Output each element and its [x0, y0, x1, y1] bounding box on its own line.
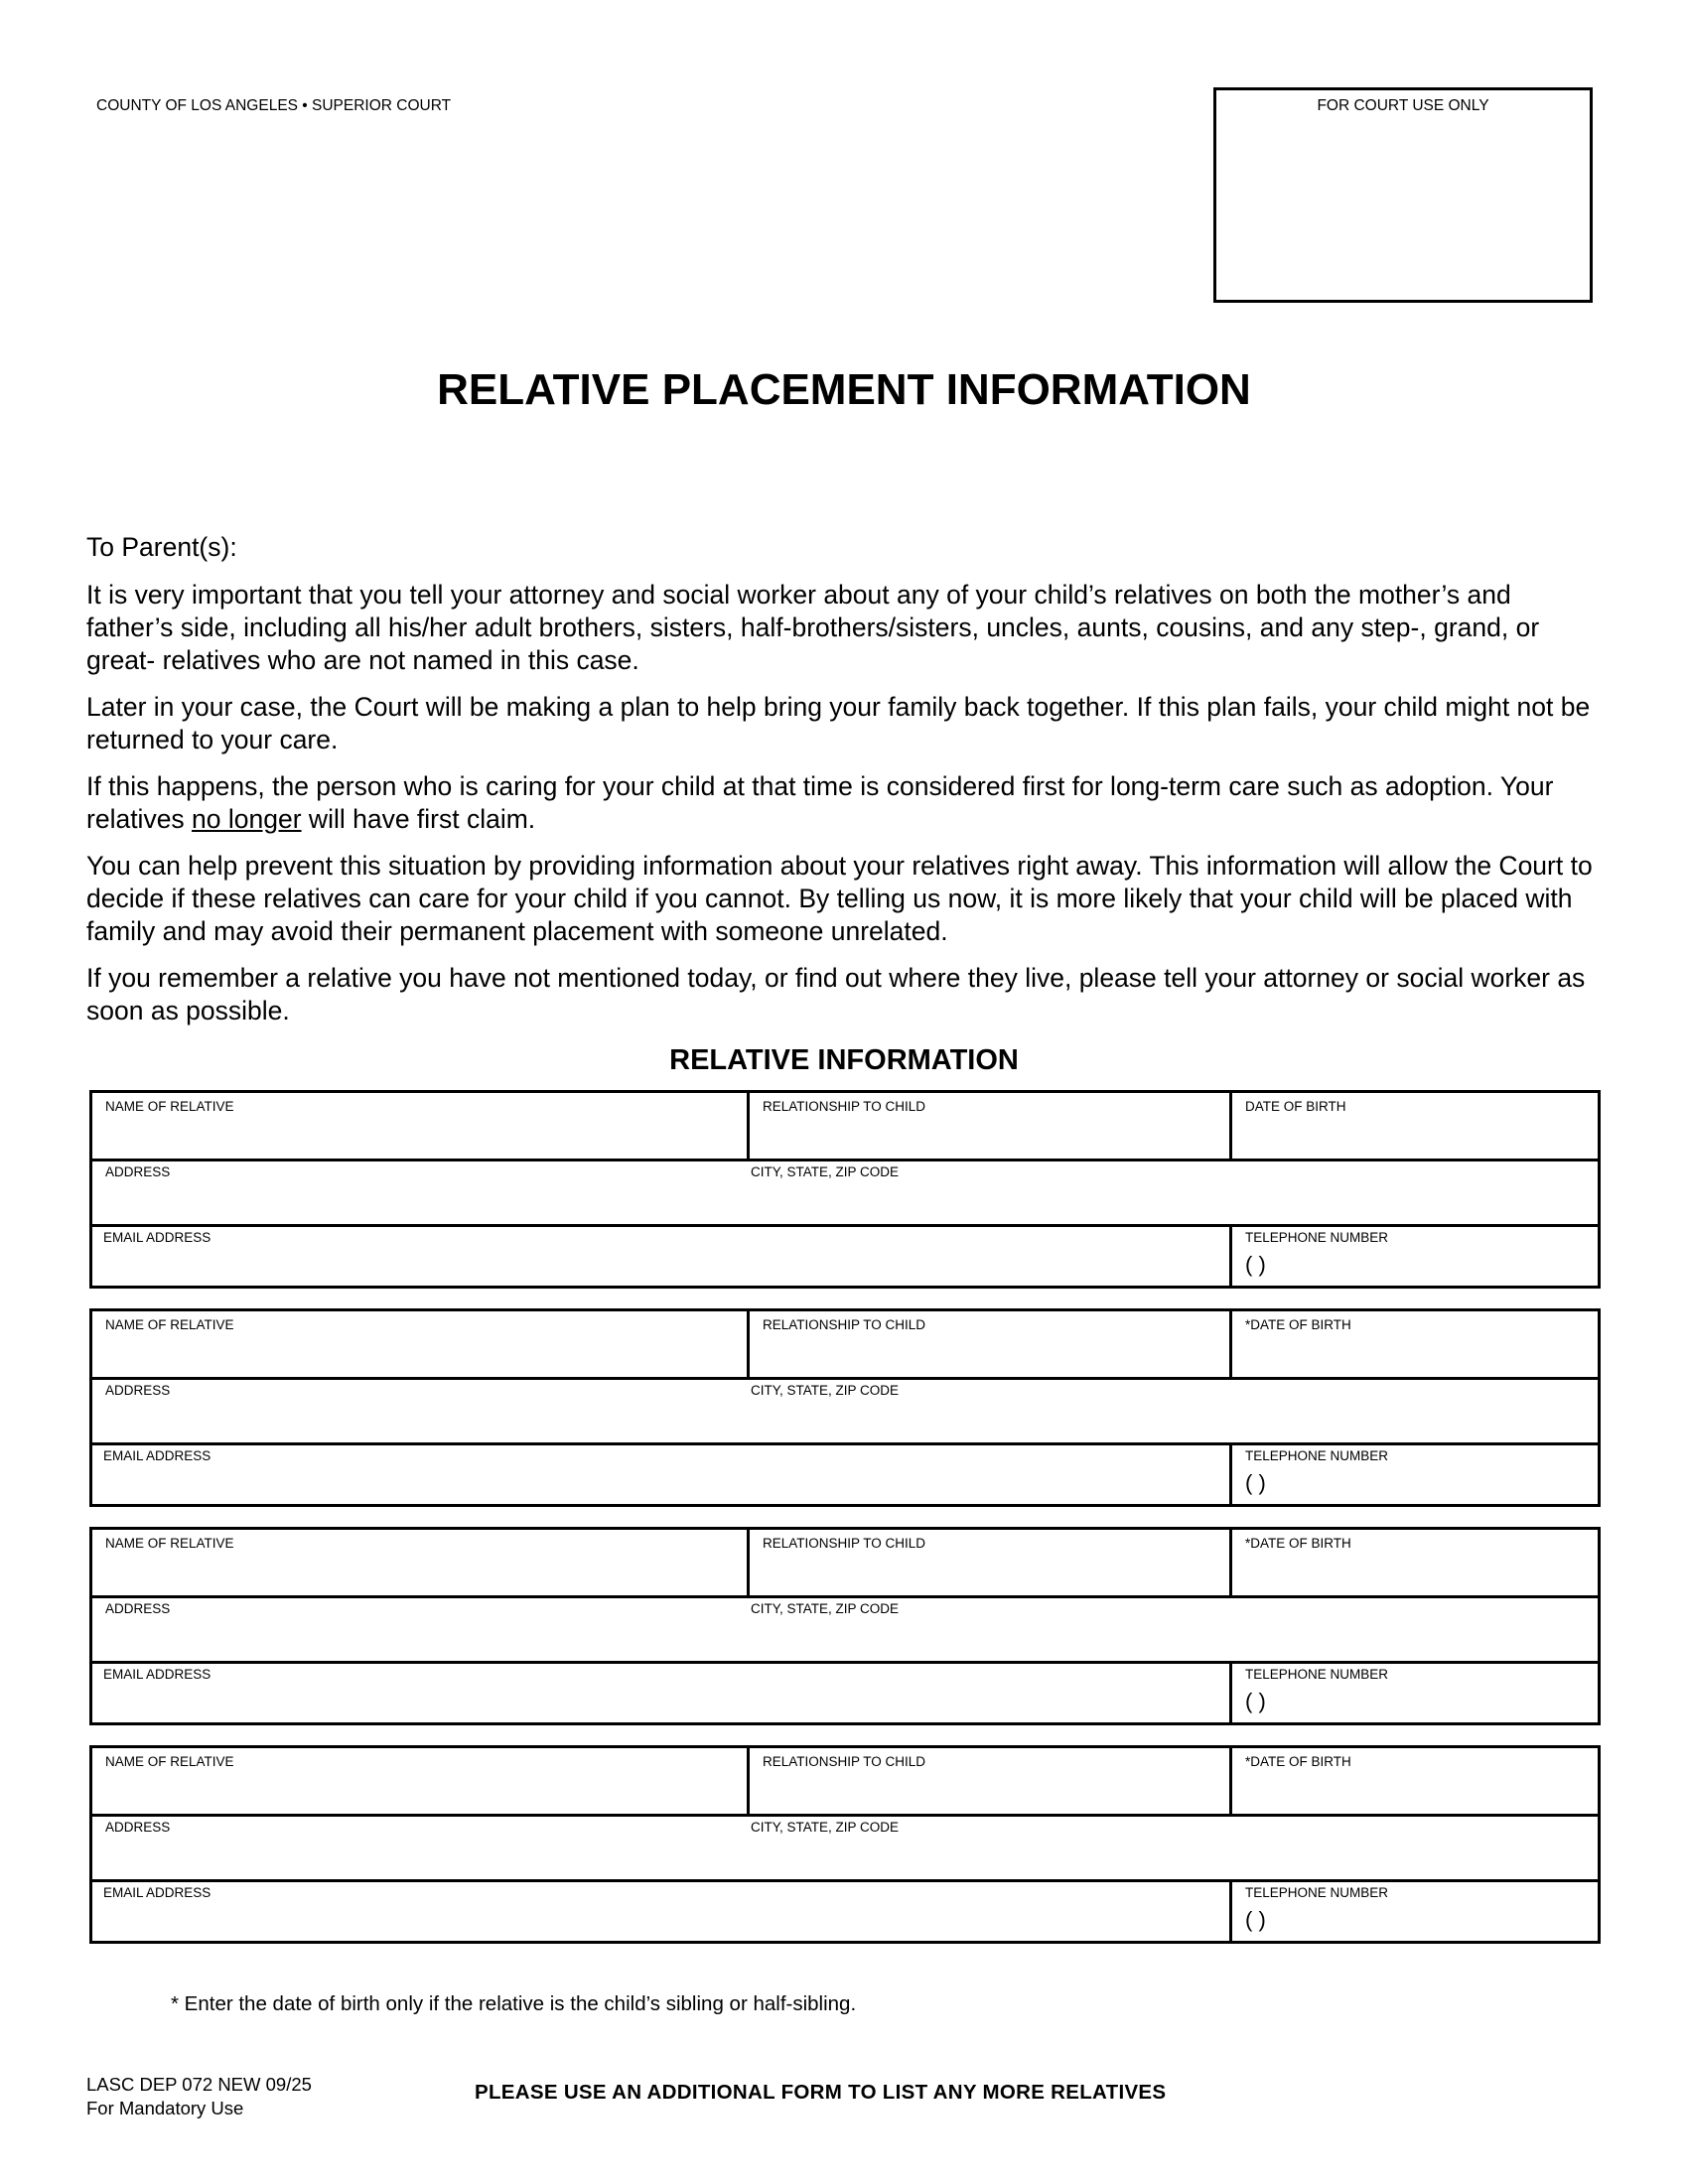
relative-row-contact	[92, 1224, 1598, 1286]
city-state-zip-field[interactable]	[748, 1377, 1598, 1442]
intro-paragraph-5: If you remember a relative you have not mentioned today, or find out where they live, please tell your attorney or social worker as soon as possible.	[86, 963, 1586, 1025]
relative-row-address	[92, 1377, 1598, 1445]
relative-row-identity	[92, 1093, 1598, 1161]
relationship-to-child-label: RELATIONSHIP TO CHILD	[763, 1536, 926, 1551]
city-state-zip-field[interactable]	[748, 1595, 1598, 1661]
relative-row-contact	[92, 1879, 1598, 1941]
intro-paragraph-3-end: will have first claim.	[301, 804, 536, 834]
area-code-parentheses: ( )	[1245, 1470, 1266, 1495]
name-of-relative-field[interactable]	[92, 1530, 750, 1595]
area-code-parentheses: ( )	[1245, 1907, 1266, 1932]
relationship-to-child-label: RELATIONSHIP TO CHILD	[763, 1754, 926, 1769]
intro-paragraph-3-start: If this happens, the person who is caring for your child at that time is considered first for long-term care such as adoption. Your relatives	[86, 771, 1554, 834]
name-of-relative-field[interactable]	[92, 1748, 750, 1814]
area-code-parentheses: ( )	[1245, 1252, 1266, 1277]
city-state-zip-field[interactable]	[748, 1159, 1598, 1224]
relative-block	[89, 1527, 1601, 1725]
address-field[interactable]	[92, 1377, 748, 1442]
address-field[interactable]	[92, 1159, 748, 1224]
name-of-relative-field[interactable]	[92, 1093, 750, 1159]
email-address-label: EMAIL ADDRESS	[103, 1230, 211, 1245]
relationship-to-child-field[interactable]	[750, 1311, 1232, 1377]
relative-block	[89, 1308, 1601, 1507]
telephone-number-label: TELEPHONE NUMBER	[1245, 1448, 1389, 1463]
area-code-parentheses: ( )	[1245, 1689, 1266, 1713]
email-address-field[interactable]	[92, 1442, 1232, 1504]
relationship-to-child-label: RELATIONSHIP TO CHILD	[763, 1099, 926, 1114]
date-of-birth-field[interactable]	[1232, 1530, 1598, 1595]
name-of-relative-field[interactable]	[92, 1311, 750, 1377]
relative-row-contact	[92, 1442, 1598, 1504]
address-field[interactable]	[92, 1595, 748, 1661]
salutation: To Parent(s):	[86, 532, 237, 562]
additional-form-note: PLEASE USE AN ADDITIONAL FORM TO LIST ANY MORE RELATIVES	[475, 2081, 1167, 2104]
city-state-zip-label: CITY, STATE, ZIP CODE	[751, 1601, 900, 1616]
relationship-to-child-field[interactable]	[750, 1748, 1232, 1814]
name-of-relative-label: NAME OF RELATIVE	[105, 1099, 234, 1114]
date-of-birth-field[interactable]	[1232, 1748, 1598, 1814]
relative-row-address	[92, 1814, 1598, 1882]
relative-row-address	[92, 1159, 1598, 1227]
name-of-relative-label: NAME OF RELATIVE	[105, 1536, 234, 1551]
court-name: COUNTY OF LOS ANGELES • SUPERIOR COURT	[96, 97, 452, 114]
name-of-relative-label: NAME OF RELATIVE	[105, 1317, 234, 1332]
relationship-to-child-label: RELATIONSHIP TO CHILD	[763, 1317, 926, 1332]
date-of-birth-field[interactable]	[1232, 1311, 1598, 1377]
court-use-box	[1213, 87, 1593, 303]
intro-paragraph-2: Later in your case, the Court will be making a plan to help bring your family back together. If this plan fails, your child might not be returned to your care.	[86, 692, 1591, 754]
court-use-label: FOR COURT USE ONLY	[1317, 97, 1489, 114]
intro-paragraph-3-underlined: no longer	[192, 804, 302, 834]
relative-block	[89, 1090, 1601, 1289]
city-state-zip-label: CITY, STATE, ZIP CODE	[751, 1383, 900, 1398]
address-field[interactable]	[92, 1814, 748, 1879]
telephone-number-field[interactable]	[1232, 1442, 1598, 1504]
intro-paragraph-3	[86, 770, 1601, 836]
relative-row-identity	[92, 1530, 1598, 1598]
email-address-field[interactable]	[92, 1224, 1232, 1286]
address-label: ADDRESS	[105, 1164, 171, 1179]
intro-text	[86, 531, 1601, 1041]
form-identifier	[86, 2073, 312, 2120]
dob-footnote: * Enter the date of birth only if the relative is the child’s sibling or half-sibling.	[171, 1992, 857, 2015]
intro-paragraph-1: It is very important that you tell your attorney and social worker about any of your child’s relatives on both the mother’s and father’s side, including all his/her adult brothers, sisters, half-brothers/sisters, uncles, aunts, cousins, and any step-, grand, or great- relatives who are not named in this case.	[86, 580, 1540, 675]
relationship-to-child-field[interactable]	[750, 1093, 1232, 1159]
address-label: ADDRESS	[105, 1820, 171, 1835]
relative-block	[89, 1745, 1601, 1944]
relative-row-identity	[92, 1311, 1598, 1380]
address-label: ADDRESS	[105, 1601, 171, 1616]
email-address-label: EMAIL ADDRESS	[103, 1885, 211, 1900]
relative-row-contact	[92, 1661, 1598, 1722]
page-title: RELATIVE PLACEMENT INFORMATION	[437, 365, 1251, 414]
date-of-birth-label: *DATE OF BIRTH	[1245, 1317, 1351, 1332]
email-address-label: EMAIL ADDRESS	[103, 1667, 211, 1682]
form-usage: For Mandatory Use	[86, 2098, 244, 2118]
email-address-field[interactable]	[92, 1661, 1232, 1722]
relative-row-identity	[92, 1748, 1598, 1817]
city-state-zip-field[interactable]	[748, 1814, 1598, 1879]
section-title: RELATIVE INFORMATION	[669, 1044, 1019, 1076]
telephone-number-label: TELEPHONE NUMBER	[1245, 1885, 1389, 1900]
date-of-birth-label: *DATE OF BIRTH	[1245, 1754, 1351, 1769]
date-of-birth-label: *DATE OF BIRTH	[1245, 1536, 1351, 1551]
telephone-number-label: TELEPHONE NUMBER	[1245, 1667, 1389, 1682]
intro-paragraph-4: You can help prevent this situation by providing information about your relatives right away. This information will allow the Court to decide if these relatives can care for your child if you cannot. By telling us now, it is more likely that your child will be placed with family and may avoid their permanent placement with someone unrelated.	[86, 851, 1593, 946]
email-address-field[interactable]	[92, 1879, 1232, 1941]
date-of-birth-label: DATE OF BIRTH	[1245, 1099, 1346, 1114]
city-state-zip-label: CITY, STATE, ZIP CODE	[751, 1820, 900, 1835]
form-number: LASC DEP 072 NEW 09/25	[86, 2074, 312, 2095]
email-address-label: EMAIL ADDRESS	[103, 1448, 211, 1463]
relationship-to-child-field[interactable]	[750, 1530, 1232, 1595]
date-of-birth-field[interactable]	[1232, 1093, 1598, 1159]
telephone-number-field[interactable]	[1232, 1661, 1598, 1722]
name-of-relative-label: NAME OF RELATIVE	[105, 1754, 234, 1769]
relative-row-address	[92, 1595, 1598, 1664]
telephone-number-label: TELEPHONE NUMBER	[1245, 1230, 1389, 1245]
telephone-number-field[interactable]	[1232, 1879, 1598, 1941]
telephone-number-field[interactable]	[1232, 1224, 1598, 1286]
address-label: ADDRESS	[105, 1383, 171, 1398]
city-state-zip-label: CITY, STATE, ZIP CODE	[751, 1164, 900, 1179]
